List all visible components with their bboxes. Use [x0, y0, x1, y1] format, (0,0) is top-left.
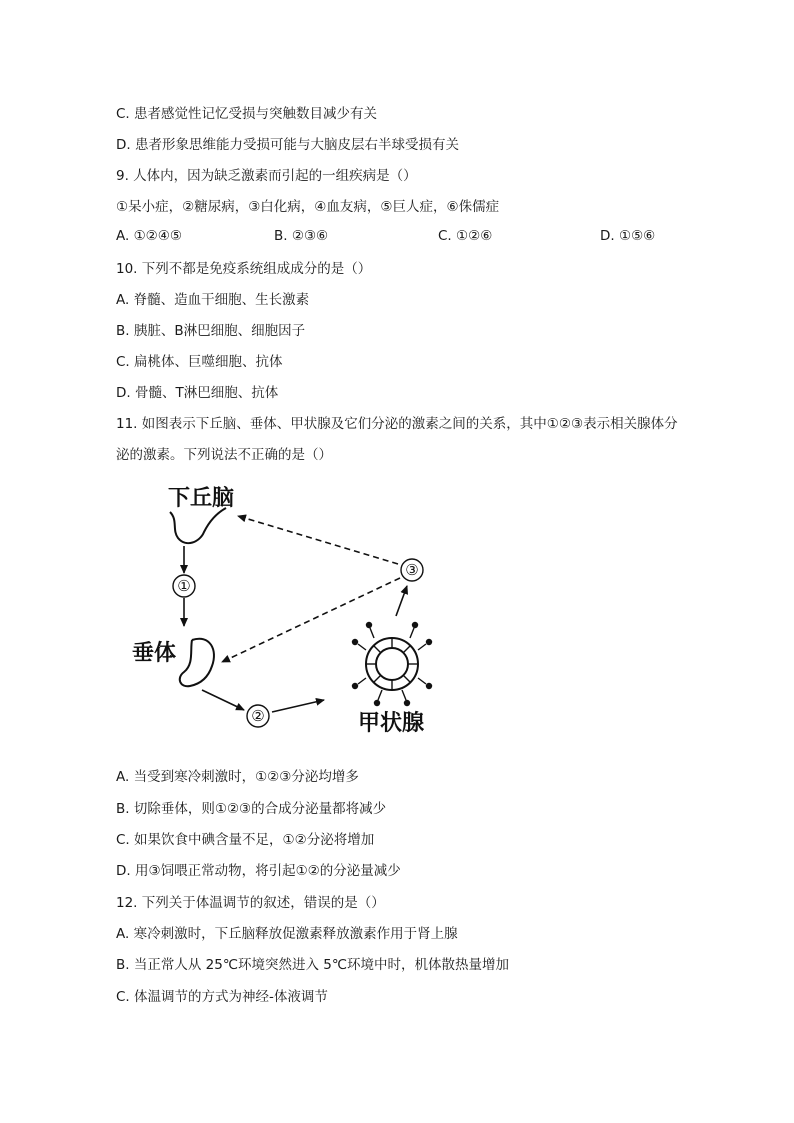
q10-option-d: D. 骨髓、T淋巴细胞、抗体 — [116, 385, 279, 401]
pituitary-label: 垂体 — [132, 640, 177, 666]
pituitary-shape — [180, 639, 214, 687]
arrow-pituitary-to-2 — [202, 690, 244, 710]
hormone-3-label: ③ — [405, 561, 419, 579]
q12-option-c: C. 体温调节的方式为神经-体液调节 — [116, 989, 328, 1005]
q9-options — [116, 228, 716, 246]
q9-option-b: B. ②③⑥ — [274, 228, 329, 244]
hormone-2-label: ② — [251, 707, 265, 725]
q11-option-c: C. 如果饮食中碘含量不足，①②分泌将增加 — [116, 832, 375, 848]
q9-stem: 9. 人体内，因为缺乏激素而引起的一组疾病是（） — [116, 168, 417, 184]
q10-stem: 10. 下列不都是免疫系统组成成分的是（） — [116, 261, 372, 277]
q11-stem-line2: 泌的激素。下列说法不正确的是（） — [116, 447, 332, 463]
q8-option-d: D. 患者形象思维能力受损可能与大脑皮层右半球受损有关 — [116, 137, 459, 153]
q11-stem-line1: 11. 如图表示下丘脑、垂体、甲状腺及它们分泌的激素之间的关系，其中①②③表示相关腺体分 — [116, 416, 678, 432]
q11-option-d: D. 用③饲喂正常动物，将引起①②的分泌量减少 — [116, 863, 401, 879]
q8-option-c: C. 患者感觉性记忆受损与突触数目减少有关 — [116, 106, 378, 122]
arrow-thyroid-to-3 — [396, 586, 407, 616]
q11-option-a: A. 当受到寒冷刺激时，①②③分泌均增多 — [116, 769, 359, 785]
feedback-arrow-to-pituitary — [222, 578, 400, 662]
hormone-1-label: ① — [177, 577, 191, 595]
q10-option-c: C. 扁桃体、巨噬细胞、抗体 — [116, 354, 283, 370]
q9-disease-list: ①呆小症，②糖尿病，③白化病，④血友病，⑤巨人症，⑥侏儒症 — [116, 199, 500, 215]
q11-option-b: B. 切除垂体，则①②③的合成分泌量都将减少 — [116, 801, 387, 817]
hypothalamus-label: 下丘脑 — [168, 485, 235, 511]
hormone-regulation-diagram — [120, 478, 450, 748]
q9-option-d: D. ①⑤⑥ — [600, 228, 656, 244]
thyroid-follicle-icon — [352, 622, 432, 706]
q10-option-a: A. 脊髓、造血干细胞、生长激素 — [116, 292, 310, 308]
q12-option-a: A. 寒冷刺激时，下丘脑释放促激素释放激素作用于肾上腺 — [116, 926, 458, 942]
q10-option-b: B. 胰脏、B淋巴细胞、细胞因子 — [116, 323, 306, 339]
hypothalamus-shape — [170, 508, 226, 543]
thyroid-label: 甲状腺 — [358, 710, 425, 736]
q12-stem: 12. 下列关于体温调节的叙述，错误的是（） — [116, 895, 385, 911]
q12-option-b: B. 当正常人从 25℃环境突然进入 5℃环境中时，机体散热量增加 — [116, 957, 510, 973]
q9-option-a: A. ①②④⑤ — [116, 228, 182, 244]
feedback-arrow-to-hypothalamus — [238, 516, 398, 564]
q9-option-c: C. ①②⑥ — [438, 228, 493, 244]
arrow-2-to-thyroid — [272, 700, 324, 712]
